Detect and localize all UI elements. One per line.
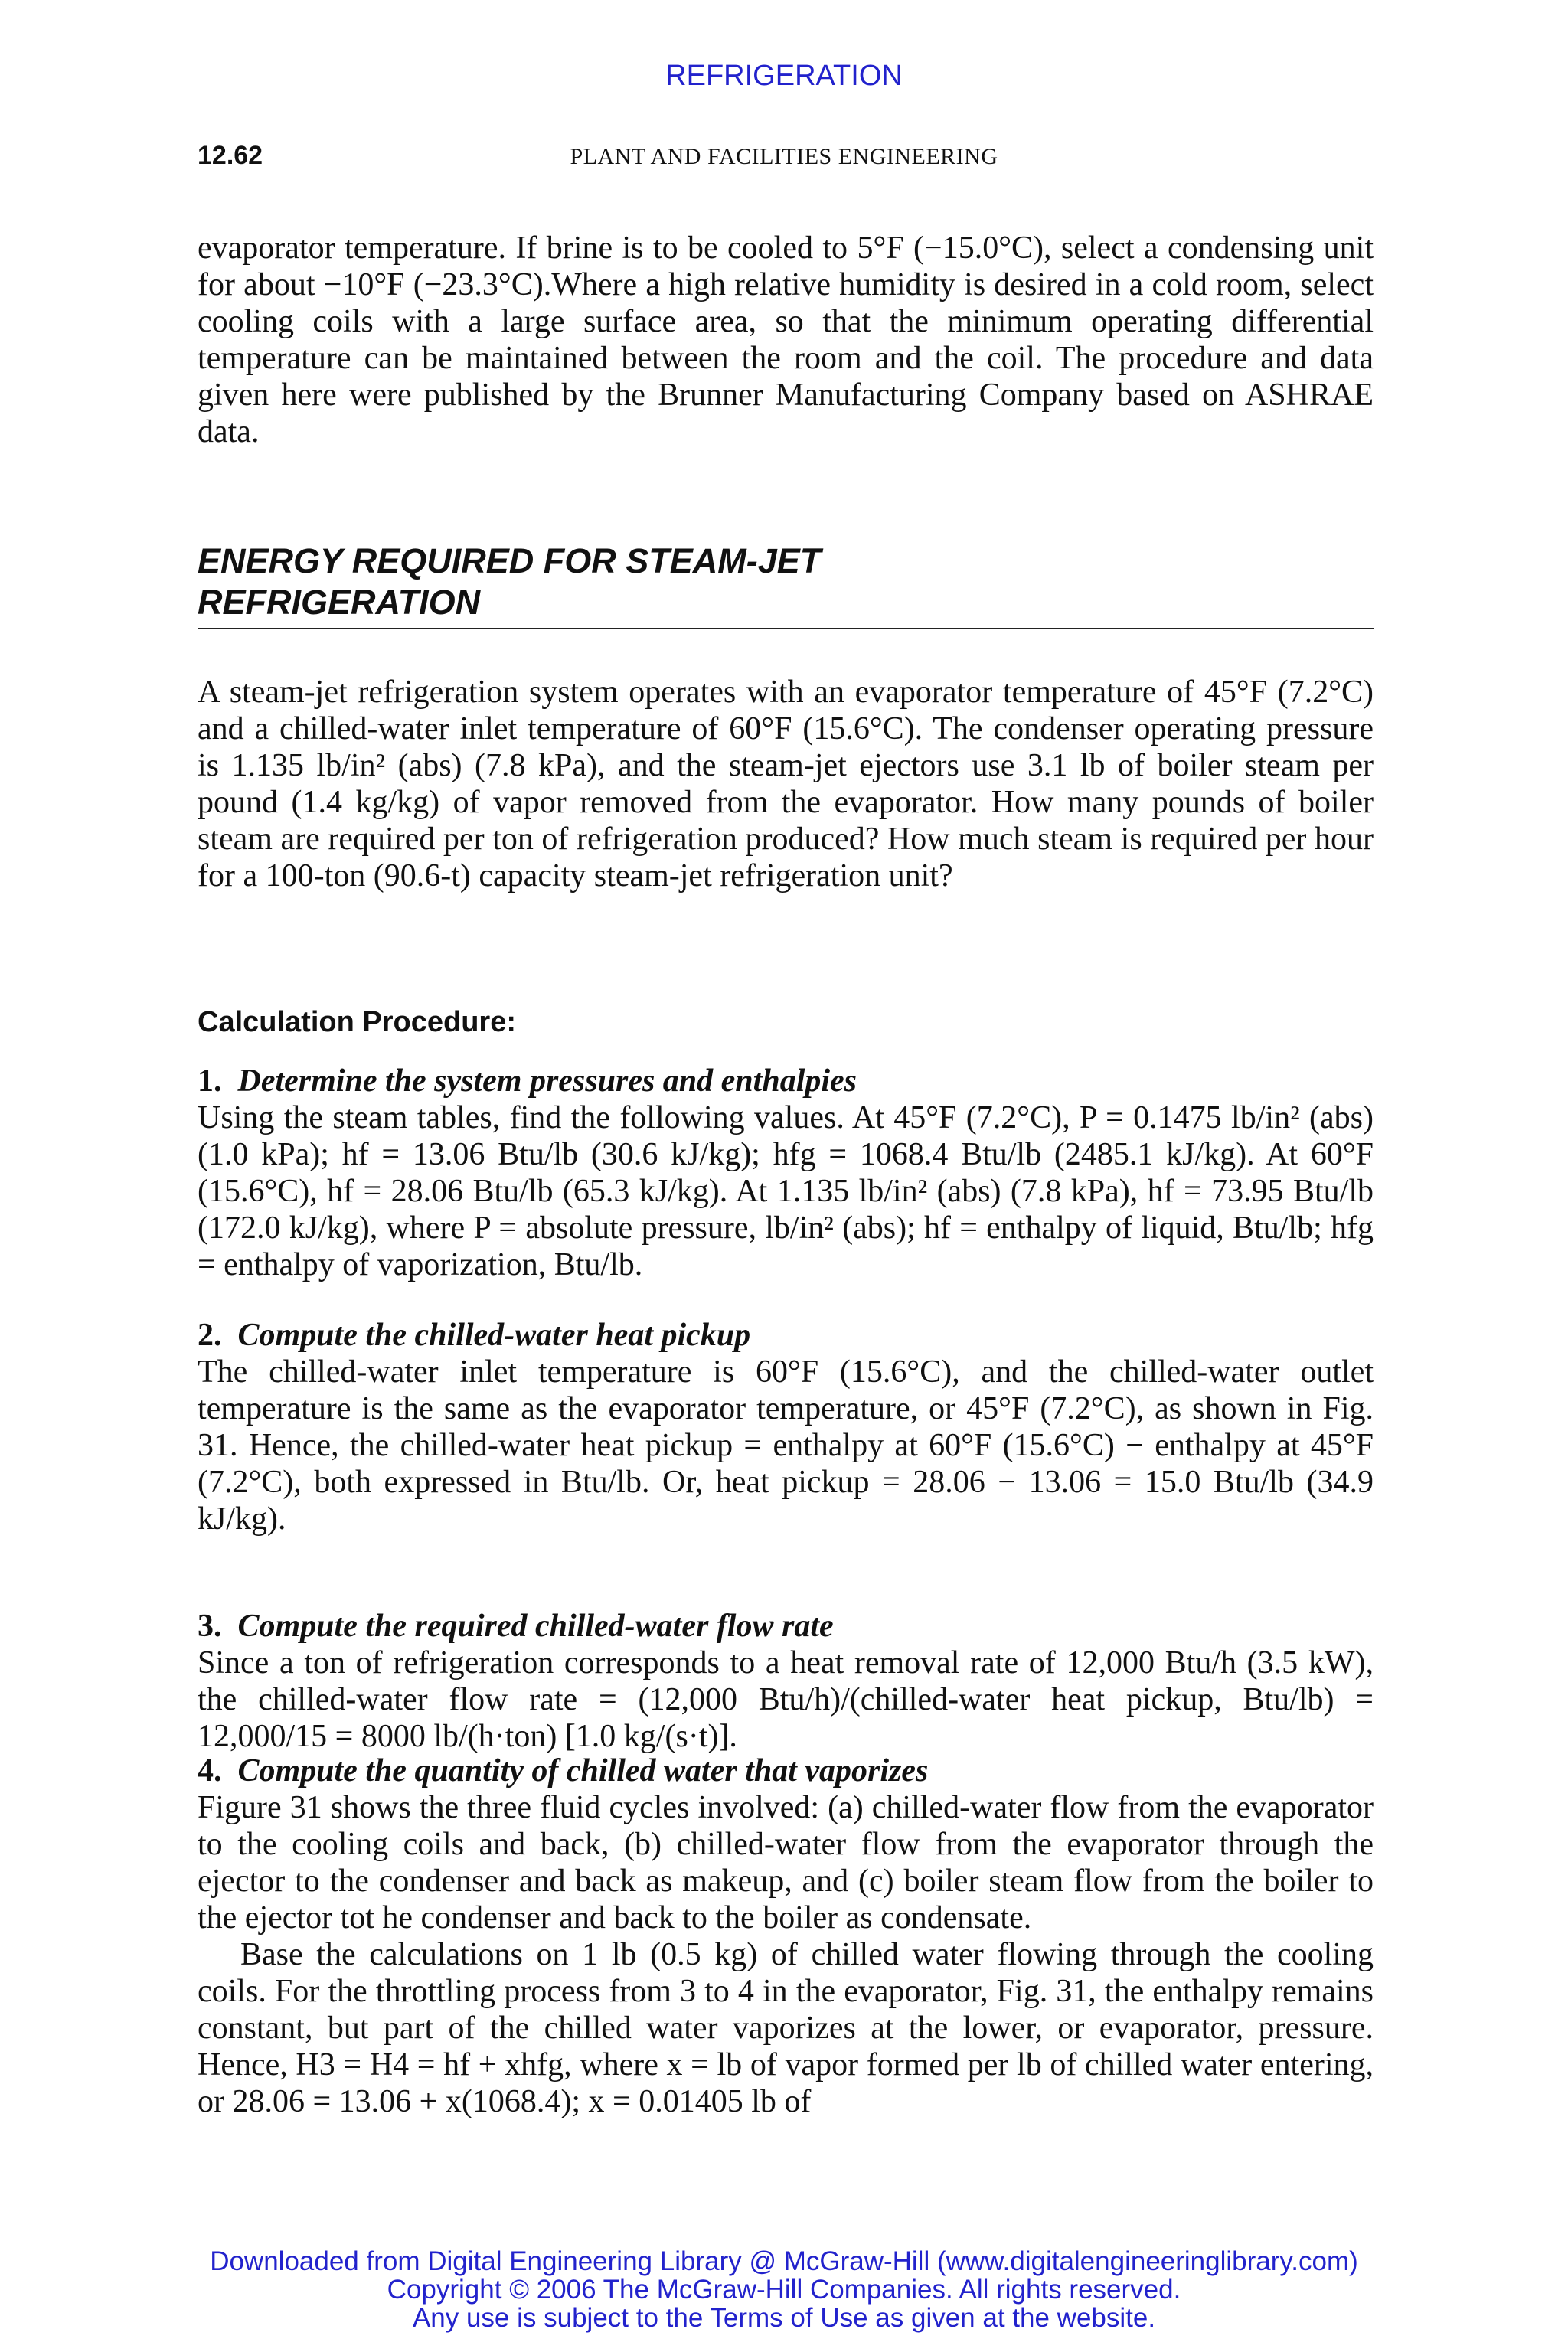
intro-paragraph [198, 230, 1374, 450]
download-footer [0, 2247, 1568, 2332]
section-heading-line2: REFRIGERATION [198, 583, 481, 622]
page-number: 12.62 [198, 141, 263, 170]
section-heading-line1: ENERGY REQUIRED FOR STEAM-JET [198, 541, 822, 580]
calculation-procedure-title: Calculation Procedure: [198, 1006, 516, 1038]
running-head: REFRIGERATION [665, 60, 903, 92]
problem-text: A steam-jet refrigeration system operates with an evaporator temperature of 45°F (7.2°C) and a chilled-water inlet temperature of 60°F (15.6°C). The condenser operating pressure is 1.135 lb/in² (abs) (7.8 kPa), and the steam-jet ejectors use 3.1 lb of boiler steam per pound (1.4 kg/kg) of vapor removed from the evaporator. How many pounds of boiler steam are required per ton of refrigeration produced? How much steam is required per hour for a 100-ton (90.6-t) capacity steam-jet refrigeration unit? [198, 675, 1374, 893]
step-4-text: Figure 31 shows the three fluid cycles involved: (a) chilled-water flow from the evaporator to the cooling coils and back, (b) chilled-water flow from the evaporator through the ejector to the condenser and back as makeup, and (c) boiler steam flow from the boiler to the ejector tot he condenser and back to the boiler as condensate. [198, 1790, 1374, 1936]
step-4-text-continued: Base the calculations on 1 lb (0.5 kg) of chilled water flowing through the cooling coils. For the throttling process from 3 to 4 in the evaporator, Fig. 31, the enthalpy remains constant, but part of the chilled water vaporizes at the lower, or evaporator, pressure. Hence, H3 = H4 = hf + xhfg, where x = lb of vapor formed per lb of chilled water entering, or 28.06 = 13.06 + x(1068.4); x = 0.01405 lb of [198, 1937, 1374, 2119]
step-2-title: Compute the chilled-water heat pickup [237, 1318, 751, 1353]
footer-copyright: Copyright © 2006 The McGraw-Hill Companies. All rights reserved. [387, 2275, 1181, 2305]
step-1-heading [198, 1063, 1374, 1099]
step-3-text: Since a ton of refrigeration corresponds to a heat removal rate of 12,000 Btu/h (3.5 kW), the chilled-water flow rate = (12,000 Btu/h)/(chilled-water heat pickup, Btu/lb) = 12,000/15 = 8000 lb/(h·ton) [1.0 kg/(s·t)]. [198, 1645, 1374, 1754]
footer-download-link[interactable]: Downloaded from Digital Engineering Library @ McGraw-Hill (www.digitalengineeringlibrary.com) [210, 2246, 1358, 2276]
intro-text: evaporator temperature. If brine is to be cooled to 5°F (−15.0°C), select a condensing unit for about −10°F (−23.3°C).Where a high relative humidity is desired in a cold room, select cooling coils with a large surface area, so that the minimum operating differential temperature can be maintained between the room and the coil. The procedure and data given here were published by the Brunner Manufacturing Company based on ASHRAE data. [198, 230, 1374, 449]
step-4-number: 4. [198, 1753, 222, 1788]
step-1-number: 1. [198, 1063, 222, 1099]
section-heading [198, 541, 1374, 629]
step-2-number: 2. [198, 1318, 222, 1353]
step-4-title: Compute the quantity of chilled water that vaporizes [237, 1753, 929, 1788]
step-1-text: Using the steam tables, find the following values. At 45°F (7.2°C), P = 0.1475 lb/in² (abs) (1.0 kPa); hf = 13.06 Btu/lb (30.6 kJ/kg); hfg = 1068.4 Btu/lb (2485.1 kJ/kg). At 60°F (15.6°C), hf = 28.06 Btu/lb (65.3 kJ/kg). At 1.135 lb/in² (abs) (7.8 kPa), hf = 73.95 Btu/lb (172.0 kJ/kg), where P = absolute pressure, lb/in² (abs); hf = enthalpy of liquid, Btu/lb; hfg = enthalpy of vaporization, Btu/lb. [198, 1100, 1374, 1282]
step-3-number: 3. [198, 1609, 222, 1644]
step-3 [198, 1608, 1374, 1755]
problem-statement [198, 674, 1374, 894]
step-2-heading [198, 1317, 1374, 1354]
step-1 [198, 1063, 1374, 1283]
step-3-title: Compute the required chilled-water flow rate [237, 1609, 834, 1644]
book-title: PLANT AND FACILITIES ENGINEERING [570, 144, 998, 169]
footer-terms: Any use is subject to the Terms of Use as given at the website. [412, 2303, 1156, 2333]
step-1-title: Determine the system pressures and enthalpies [237, 1063, 858, 1099]
step-2-text: The chilled-water inlet temperature is 60°F (15.6°C), and the chilled-water outlet temperature is the same as the evaporator temperature, or 45°F (7.2°C), as shown in Fig. 31. Hence, the chilled-water heat pickup = enthalpy at 60°F (15.6°C) − enthalpy at 45°F (7.2°C), both expressed in Btu/lb. Or, heat pickup = 28.06 − 13.06 = 15.0 Btu/lb (34.9 kJ/kg). [198, 1354, 1374, 1537]
step-4 [198, 1753, 1374, 2120]
step-4-heading [198, 1753, 1374, 1789]
step-3-heading [198, 1608, 1374, 1645]
step-2 [198, 1317, 1374, 1537]
